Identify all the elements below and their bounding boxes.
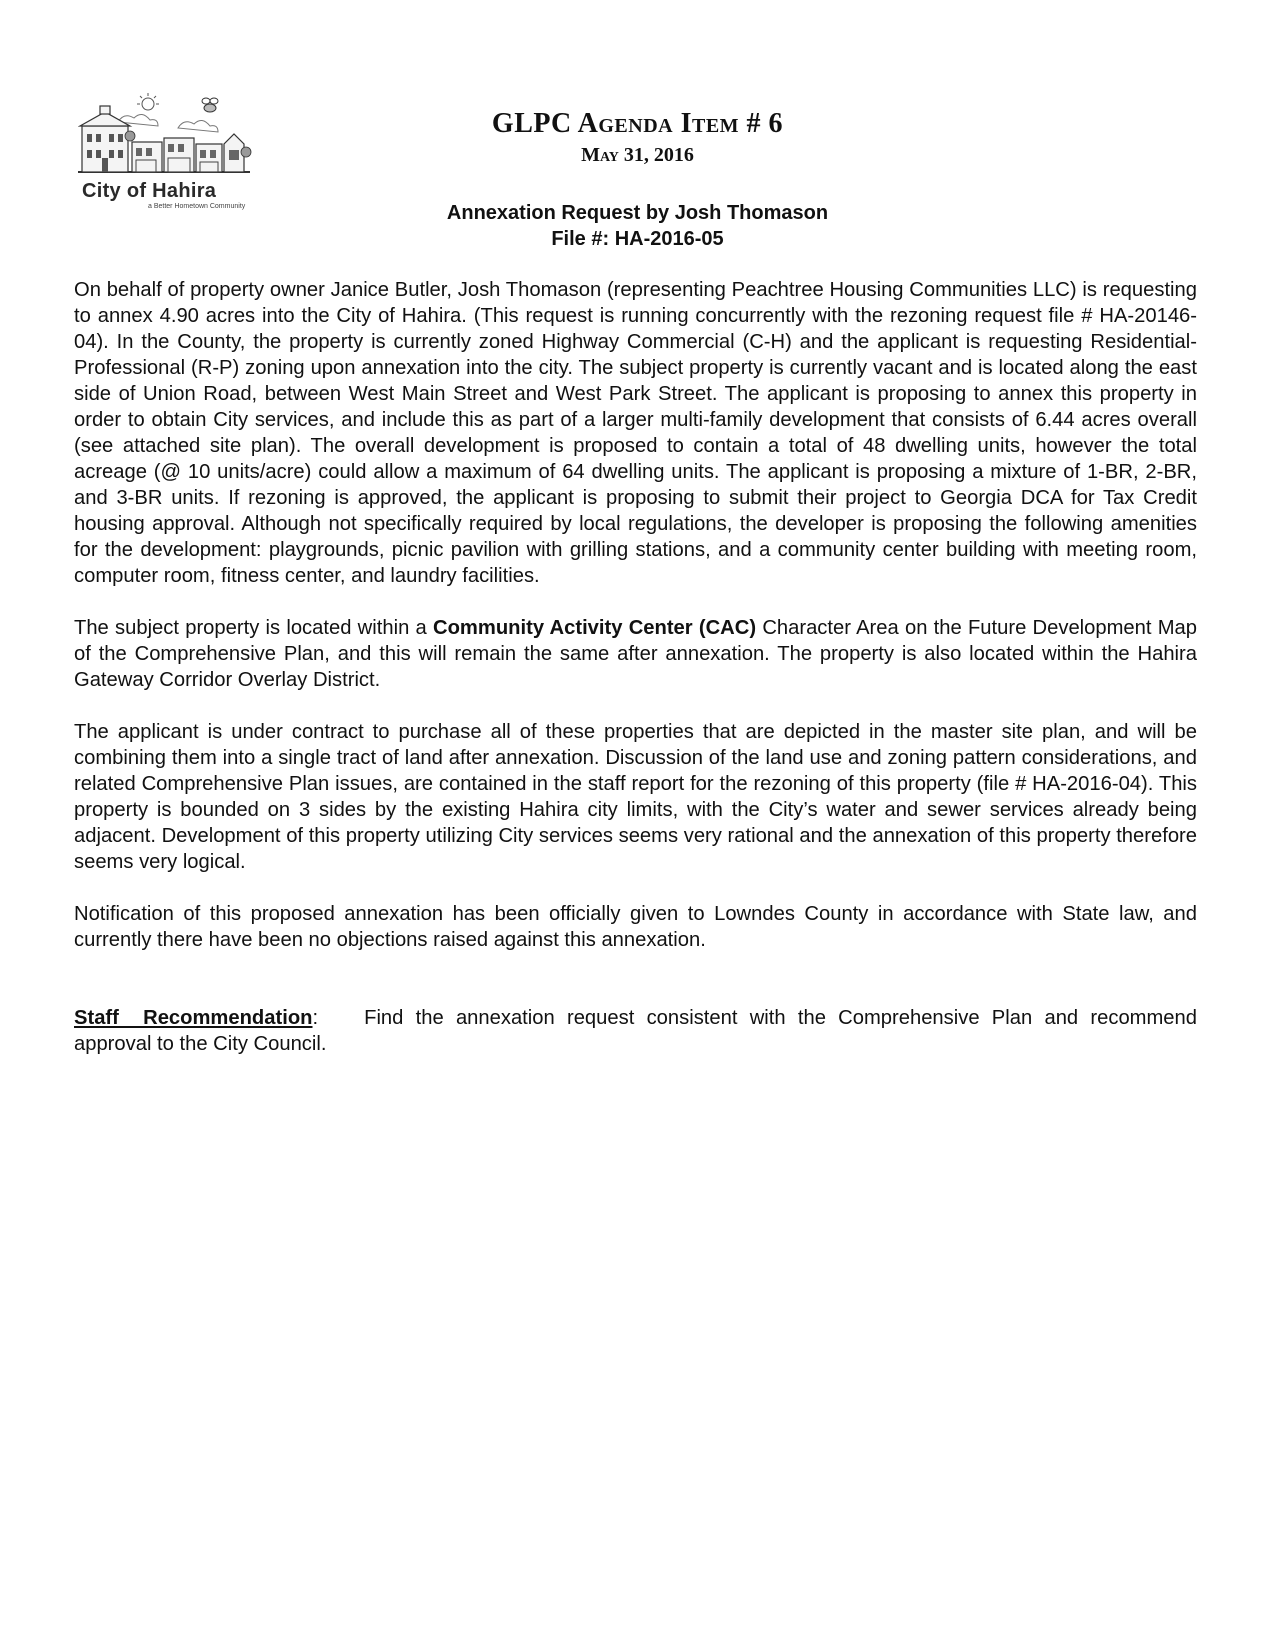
paragraph-1: On behalf of property owner Janice Butler, Josh Thomason (representing Peachtree Housing Communities LLC) is requesting to annex 4.90 acres into the City of Hahira. (This request is running concurrently with the rezoning request file # HA-20146-04). In the County, the property is currently zoned Highway Commercial (C-H) and the applicant is requesting Residential-Professional (R-P) zoning upon annexation into the city. The subject property is currently vacant and is located along the east side of Union Road, between West Main Street and West Park Street. The applicant is proposing to annex this property in order to obtain City services, and include this as part of a larger multi-family development that consists of 6.44 acres overall (see attached site plan). The overall development is proposed to contain a total of 48 dwelling units, however the total acreage (@ 10 units/acre) could allow a maximum of 64 dwelling units. The applicant is proposing a mixture of 1-BR, 2-BR, and 3-BR units. If rezoning is approved, the applicant is proposing to submit their project to Georgia DCA for Tax Credit housing approval. Although not specifically required by local regulations, the developer is proposing the following amenities for the development: playgrounds, picnic pavilion with grilling stations, and a community center building with meeting room, computer room, fitness center, and laundry facilities. (74, 279, 1197, 587)
recommendation-colon: : (312, 1007, 319, 1029)
paragraph-2-text-start: The subject property is located within a (74, 617, 434, 639)
file-number: File #: HA-2016-05 (551, 228, 724, 250)
city-logo (78, 92, 268, 218)
paragraph-2 (74, 615, 1197, 693)
paragraph-3: The applicant is under contract to purchase all of these properties that are depicted in the master site plan, and will be combining them into a single tract of land after annexation. Discussion of the land use and zoning pattern considerations, and related Comprehensive Plan issues, are contained in the staff report for the rezoning of this property (file # HA-2016-04). This property is bounded on 3 sides by the existing Hahira city limits, with the City’s water and sewer services already being adjacent. Development of this property utilizing City services seems very rational and the annexation of this property therefore seems very logical. (74, 721, 1197, 873)
document-body (74, 277, 1197, 1083)
recommendation-text: Find the annexation request consistent with the Comprehensive Plan and recommend approval to the City Council. (74, 1007, 1197, 1055)
agenda-date: May 31, 2016 (581, 144, 694, 166)
logo-tagline: a Better Hometown Community (148, 203, 246, 210)
paragraph-4: Notification of this proposed annexation has been officially given to Lowndes County in accordance with State law, and currently there have been no objections raised against this annexation. (74, 903, 1197, 951)
request-title: Annexation Request by Josh Thomason (446, 202, 829, 224)
recommendation-label: Staff Recommendation (74, 1007, 313, 1029)
logo-title: City of Hahira (82, 180, 217, 202)
paragraph-2-text-end: Character Area on the Future Development Map of the Comprehensive Plan, and this will remain the same after annexation. The property is also located within the Hahira Gateway Corridor Overlay District. (74, 617, 1198, 691)
agenda-title: GLPC Agenda Item # 6 (491, 108, 784, 139)
staff-recommendation (74, 1005, 1197, 1057)
character-area-name: Community Activity Center (CAC) (433, 617, 757, 639)
city-skyline-logo-icon (78, 92, 253, 182)
